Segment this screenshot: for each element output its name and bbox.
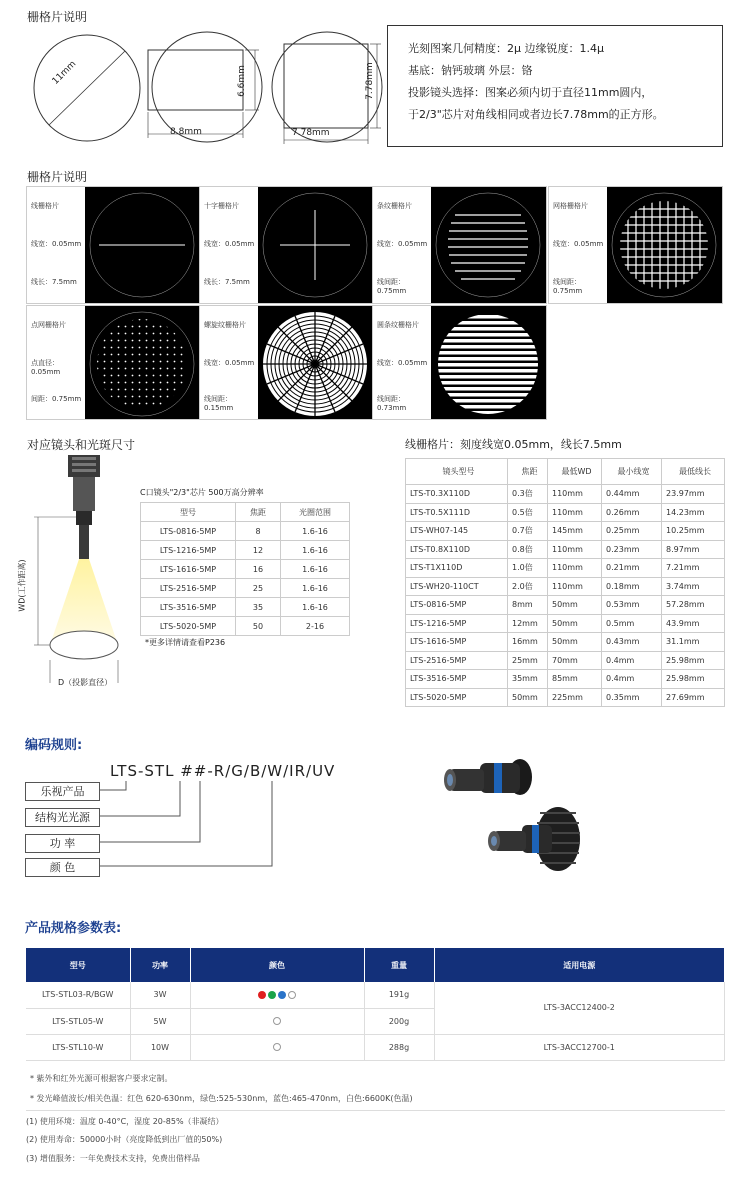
grating-param: 线长：7.5mm	[31, 278, 77, 286]
stripe-pattern	[433, 190, 543, 300]
spec-table	[26, 948, 725, 1061]
grating-param: 线宽：0.05mm	[553, 240, 604, 248]
mesh-pattern	[609, 190, 719, 300]
lens-row-cell: 1.6-16	[281, 598, 350, 617]
code-part-color: R/G/B/W/IR/UV	[213, 762, 336, 780]
wd-row-cell: LTS-T0.3X110D	[406, 485, 508, 504]
spec-line: 基底：钠钙玻璃 外层：铬	[408, 64, 533, 77]
wd-label: WD(工作距离)	[17, 559, 27, 612]
wd-row-cell: 3.74mm	[662, 577, 725, 596]
footnote: (2) 使用寿命：50000小时（亮度降低到出厂值的50%)	[26, 1135, 223, 1144]
grating-name: 螺旋纹栅格片	[204, 321, 246, 329]
spec-line: 于2/3"芯片对角线相同或者边长7.78mm的正方形。	[408, 108, 664, 121]
wd-row-cell: 110mm	[548, 540, 602, 559]
wd-row-cell: LTS-WH20-110CT	[406, 577, 508, 596]
wd-row-cell: 10.25mm	[662, 522, 725, 541]
spec-notes	[26, 1065, 725, 1111]
spec-header: 功率	[130, 948, 190, 982]
grating-param: 线间距：0.73mm	[377, 395, 407, 412]
code-box-power: 功 率	[25, 834, 100, 853]
lens-row	[141, 541, 350, 560]
grating-name: 网格栅格片	[553, 202, 588, 210]
wd-row-cell: 0.4mm	[602, 670, 662, 689]
wd-row-cell: 8.97mm	[662, 540, 725, 559]
wd-header: 最小线宽	[602, 459, 662, 485]
blue-dot-icon	[278, 991, 286, 999]
wd-row	[406, 614, 725, 633]
lens-row-cell: 16	[236, 560, 281, 579]
wd-row	[406, 503, 725, 522]
wd-row-cell: LTS-T0.5X111D	[406, 503, 508, 522]
grating-param: 点直径：0.05mm	[31, 359, 61, 376]
wd-row-cell: 25mm	[508, 651, 548, 670]
lens-row	[141, 560, 350, 579]
code-part-stl: STL	[144, 762, 175, 780]
wd-row	[406, 559, 725, 578]
wd-row-cell: 31.1mm	[662, 633, 725, 652]
wd-row-cell: 110mm	[548, 577, 602, 596]
spec-power: 10W	[130, 1034, 190, 1060]
code-box-structured-light: 结构光光源	[25, 808, 100, 827]
wd-row-cell: 0.4mm	[602, 651, 662, 670]
wd-row-cell: LTS-T1X110D	[406, 559, 508, 578]
code-connectors	[98, 778, 328, 873]
grating-param: 线宽：0.05mm	[204, 240, 255, 248]
lens-row	[141, 579, 350, 598]
footnote: (1) 使用环境：温度 0-40°C，湿度 20-85%（非凝结）	[26, 1117, 224, 1126]
wd-row-cell: 25.98mm	[662, 651, 725, 670]
wd-row-cell: LTS-1616-5MP	[406, 633, 508, 652]
line-pattern	[87, 190, 197, 300]
wd-row	[406, 485, 725, 504]
lens-header: 型号	[141, 503, 236, 522]
wd-row-cell: 23.97mm	[662, 485, 725, 504]
wd-row-cell: 12mm	[508, 614, 548, 633]
grating-cross	[199, 186, 374, 304]
wd-row-cell: LTS-T0.8X110D	[406, 540, 508, 559]
wd-header: 最低WD	[548, 459, 602, 485]
product-image	[440, 755, 590, 885]
spec-header: 颜色	[190, 948, 364, 982]
wd-row-cell: LTS-1216-5MP	[406, 614, 508, 633]
wd-row-cell: 145mm	[548, 522, 602, 541]
coding-title: 编码规则:	[25, 738, 83, 753]
wd-row-cell: 110mm	[548, 503, 602, 522]
wd-row-cell: 14.23mm	[662, 503, 725, 522]
spec-colors	[190, 982, 364, 1008]
lens-row-cell: LTS-0816-5MP	[141, 522, 236, 541]
wd-row-cell: LTS-5020-5MP	[406, 688, 508, 707]
dim-square-w: 7.78mm	[292, 128, 330, 138]
grating-param: 线间距：0.75mm	[553, 278, 583, 295]
spec-row	[26, 982, 725, 1008]
dim-rect-h: 6.6mm	[236, 65, 247, 97]
dimension-diagrams	[27, 30, 387, 150]
wd-row-cell: 85mm	[548, 670, 602, 689]
circle-stripe-pattern	[433, 309, 543, 419]
code-sep: -	[137, 762, 145, 780]
wd-row	[406, 688, 725, 707]
wd-row-cell: 8mm	[508, 596, 548, 615]
wd-table	[405, 458, 725, 707]
spec-power: 3W	[130, 982, 190, 1008]
wd-row-cell: 0.5mm	[602, 614, 662, 633]
d-label: D（投影直径）	[58, 678, 113, 687]
wd-row-cell: 0.5倍	[508, 503, 548, 522]
wd-row-cell: 110mm	[548, 485, 602, 504]
wd-row-cell: 50mm	[548, 596, 602, 615]
spec-line: 光刻图案几何精度：2μ 边缘锐度：1.4μ	[408, 42, 604, 55]
white-dot-icon	[273, 1043, 281, 1051]
code-sep: -	[207, 762, 214, 780]
cross-pattern	[260, 190, 370, 300]
grating-param: 线宽：0.05mm	[31, 240, 82, 248]
dim-square-h: 7.78mm	[364, 62, 375, 100]
wd-row-cell: 0.23mm	[602, 540, 662, 559]
wd-row	[406, 522, 725, 541]
wd-row	[406, 577, 725, 596]
grating-param: 线间距：0.75mm	[377, 278, 407, 295]
spec-power-supply: LTS-3ACC12700-1	[434, 1034, 725, 1060]
wd-row-cell: 7.21mm	[662, 559, 725, 578]
lens-row-cell: LTS-5020-5MP	[141, 617, 236, 636]
lens-header: 光圈范围	[281, 503, 350, 522]
spec-header: 型号	[26, 948, 130, 982]
lens-projection-diagram	[30, 455, 140, 695]
lens-row-cell: 1.6-16	[281, 541, 350, 560]
wd-header: 最低线长	[662, 459, 725, 485]
wd-row-cell: LTS-3516-5MP	[406, 670, 508, 689]
lens-row-cell: 12	[236, 541, 281, 560]
red-dot-icon	[258, 991, 266, 999]
dot-pattern	[87, 309, 197, 419]
lens-row-cell: 50	[236, 617, 281, 636]
wd-row	[406, 540, 725, 559]
wd-row-cell: LTS-0816-5MP	[406, 596, 508, 615]
wd-row-cell: 25.98mm	[662, 670, 725, 689]
spec-header: 重量	[364, 948, 434, 982]
code-part-power: ##	[180, 762, 208, 780]
green-dot-icon	[268, 991, 276, 999]
wd-row	[406, 651, 725, 670]
spiral-pattern	[260, 309, 370, 419]
lens-row-cell: 1.6-16	[281, 579, 350, 598]
wd-row-cell: 110mm	[548, 559, 602, 578]
dim-circle: 11mm	[50, 59, 79, 87]
wd-row	[406, 633, 725, 652]
spec-line: 投影镜头选择：图案必须内切于直径11mm圆内，	[408, 86, 653, 99]
lens-row	[141, 522, 350, 541]
grating-circle-stripe	[372, 305, 547, 420]
section2-title: 栅格片说明	[27, 170, 88, 184]
wd-row-cell: 50mm	[548, 633, 602, 652]
section4-title: 线栅格片：刻度线宽0.05mm，线长7.5mm	[405, 438, 622, 451]
wd-row-cell: 2.0倍	[508, 577, 548, 596]
spec-box	[387, 25, 723, 147]
spec-power-supply: LTS-3ACC12400-2	[434, 982, 725, 1034]
spec-header: 适用电源	[434, 948, 725, 982]
wd-row-cell: 0.8倍	[508, 540, 548, 559]
spec-note: * 发光峰值波长/相关色温：红色 620-630nm，绿色:525-530nm，蓝色:465-470nm，白色:6600K(色温)	[30, 1094, 413, 1103]
grating-name: 圆条纹栅格片	[377, 321, 419, 329]
wd-row-cell: 50mm	[508, 688, 548, 707]
spec-colors	[190, 1008, 364, 1034]
grating-name: 十字栅格片	[204, 202, 239, 210]
wd-row-cell: 57.28mm	[662, 596, 725, 615]
lens-row-cell: LTS-2516-5MP	[141, 579, 236, 598]
lens-row-cell: 1.6-16	[281, 560, 350, 579]
footnote: (3) 增值服务：一年免费技术支持，免费出借样品	[26, 1154, 200, 1163]
spec-row	[26, 1034, 725, 1060]
grating-param: 间距：0.75mm	[31, 395, 82, 403]
grating-param: 线长：7.5mm	[204, 278, 250, 286]
wd-row	[406, 596, 725, 615]
grating-param: 线宽：0.05mm	[377, 359, 428, 367]
wd-row-cell: 0.3倍	[508, 485, 548, 504]
lens-row-cell: 35	[236, 598, 281, 617]
grating-line	[26, 186, 201, 304]
lens-row-cell: LTS-3516-5MP	[141, 598, 236, 617]
lens-caption: C口镜头"2/3"芯片 500万高分辨率	[140, 488, 264, 497]
spec-model: LTS-STL05-W	[26, 1008, 130, 1034]
code-box-product: 乐视产品	[25, 782, 100, 801]
section1-title: 栅格片说明	[27, 10, 88, 24]
wd-row-cell: 0.25mm	[602, 522, 662, 541]
spec-title: 产品规格参数表:	[25, 921, 122, 936]
grating-mesh	[548, 186, 723, 304]
lens-row-cell: 2-16	[281, 617, 350, 636]
wd-row-cell: 0.43mm	[602, 633, 662, 652]
wd-row-cell: 1.0倍	[508, 559, 548, 578]
grating-spiral	[199, 305, 374, 420]
lens-row-cell: 8	[236, 522, 281, 541]
wd-row-cell: 0.35mm	[602, 688, 662, 707]
wd-row-cell: 43.9mm	[662, 614, 725, 633]
spec-model: LTS-STL03-R/BGW	[26, 982, 130, 1008]
grating-dot	[26, 305, 201, 420]
wd-row-cell: 35mm	[508, 670, 548, 689]
wd-row-cell: 0.18mm	[602, 577, 662, 596]
wd-header: 焦距	[508, 459, 548, 485]
lens-row-cell: 1.6-16	[281, 522, 350, 541]
lens-row-cell: 25	[236, 579, 281, 598]
wd-row-cell: 27.69mm	[662, 688, 725, 707]
wd-row-cell: 0.26mm	[602, 503, 662, 522]
wd-row-cell: LTS-2516-5MP	[406, 651, 508, 670]
wd-row-cell: 16mm	[508, 633, 548, 652]
white-dot-icon	[273, 1017, 281, 1025]
grating-name: 点网栅格片	[31, 321, 66, 329]
wd-row-cell: 50mm	[548, 614, 602, 633]
grating-param: 线间距：0.15mm	[204, 395, 234, 412]
lens-header: 焦距	[236, 503, 281, 522]
spec-note: * 紫外和红外光源可根据客户要求定制。	[30, 1074, 173, 1083]
lens-row	[141, 617, 350, 636]
spec-weight: 200g	[364, 1008, 434, 1034]
grating-param: 线宽：0.05mm	[204, 359, 255, 367]
wd-header: 镜头型号	[406, 459, 508, 485]
spec-model: LTS-STL10-W	[26, 1034, 130, 1060]
wd-row-cell: 0.21mm	[602, 559, 662, 578]
wd-row-cell: LTS-WH07-145	[406, 522, 508, 541]
section3-title: 对应镜头和光斑尺寸	[27, 438, 136, 452]
code-part-lts: LTS	[110, 762, 138, 780]
grating-stripe	[372, 186, 547, 304]
wd-row-cell: 0.44mm	[602, 485, 662, 504]
wd-row	[406, 670, 725, 689]
code-box-color: 颜 色	[25, 858, 100, 877]
grating-param: 线宽：0.05mm	[377, 240, 428, 248]
white-dot-icon	[288, 991, 296, 999]
wd-row-cell: 70mm	[548, 651, 602, 670]
lens-row-cell: LTS-1216-5MP	[141, 541, 236, 560]
grating-name: 线栅格片	[31, 202, 59, 210]
spec-weight: 191g	[364, 982, 434, 1008]
spec-power: 5W	[130, 1008, 190, 1034]
spec-weight: 288g	[364, 1034, 434, 1060]
wd-row-cell: 0.7倍	[508, 522, 548, 541]
spec-colors	[190, 1034, 364, 1060]
lens-row-cell: LTS-1616-5MP	[141, 560, 236, 579]
grating-name: 条纹栅格片	[377, 202, 412, 210]
wd-row-cell: 0.53mm	[602, 596, 662, 615]
dim-rect-w: 8.8mm	[170, 127, 202, 137]
wd-row-cell: 225mm	[548, 688, 602, 707]
lens-note: *更多详情请查看P236	[145, 638, 226, 647]
lens-table	[140, 502, 350, 636]
lens-row	[141, 598, 350, 617]
